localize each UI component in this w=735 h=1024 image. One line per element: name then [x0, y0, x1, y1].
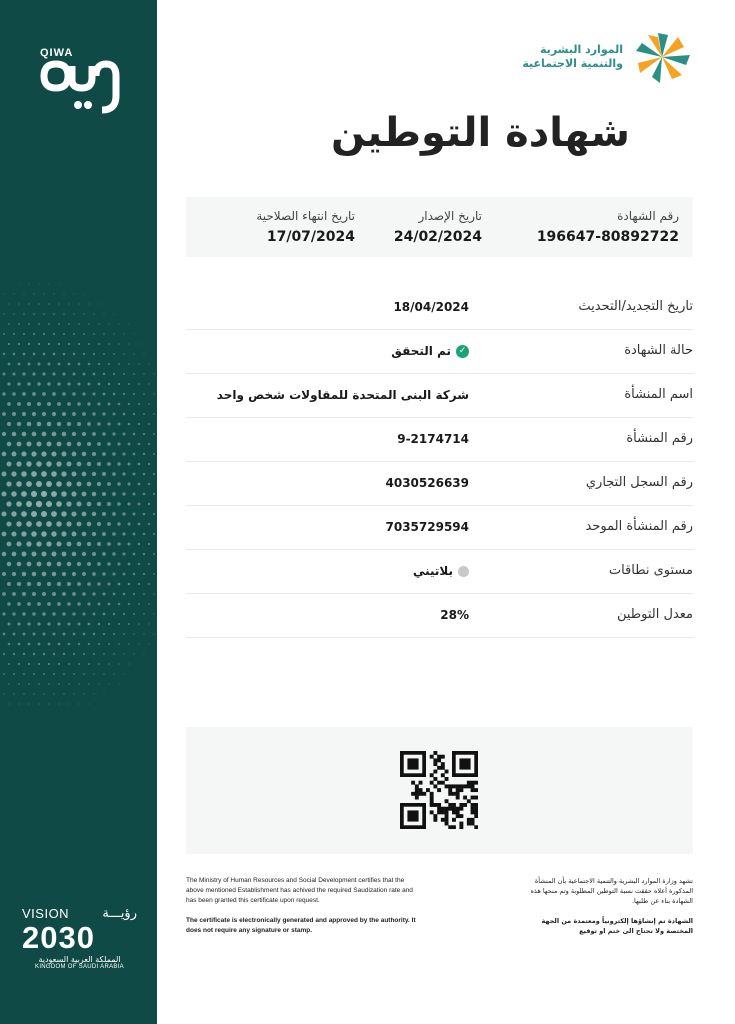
ministry-name-line2: والتنمية الاجتماعية — [522, 57, 623, 70]
footer-arabic-statement: تشهد وزارة الموارد البشرية والتنمية الاجتماعية بأن المنشأة المذكورة أعلاه حققت نسبة التوطين المطلوبة وتم منحها هذه الشهادة بناء عن طلبها. — [530, 877, 693, 905]
detail-row-certificate-status: حالة الشهادة ✓ تم التحقق — [186, 329, 693, 374]
establishment-number-value: 9-2174714 — [397, 432, 469, 446]
qiwa-label: QIWA — [40, 47, 74, 59]
summary-certificate-number: رقم الشهادة 196647-80892722 — [536, 209, 679, 245]
vision-arabic-kingdom: المملكة العربية السعودية — [38, 955, 121, 964]
status-value: تم التحقق — [391, 344, 451, 358]
detail-row-establishment-name: اسم المنشأة شركة البنى المتحدة للمقاولات شخص واحد — [186, 373, 693, 418]
vision-word: VISION — [22, 905, 70, 921]
ministry-logo — [522, 30, 693, 84]
verified-check-icon: ✓ — [456, 345, 469, 358]
qr-code-icon[interactable] — [400, 751, 478, 829]
detail-row-establishment-number: رقم المنشأة 9-2174714 — [186, 417, 693, 462]
detail-row-nitaqat-level: مستوى نطاقات بلاتيني — [186, 549, 693, 594]
qiwa-logo-icon — [38, 58, 120, 118]
renewal-date-value: 18/04/2024 — [393, 300, 469, 314]
ministry-star-icon — [631, 30, 693, 84]
commercial-register-value: 4030526639 — [385, 476, 469, 490]
detail-row-saudization-rate: معدل التوطين 28% — [186, 593, 693, 638]
summary-expiry-date: تاريخ انتهاء الصلاحية 17/07/2024 — [256, 209, 355, 245]
vision-arabic-word: رؤيـــة — [102, 905, 137, 920]
qr-code-panel — [186, 727, 693, 854]
vision-english-kingdom: KINGDOM OF SAUDI ARABIA — [35, 964, 124, 970]
detail-row-unified-number: رقم المنشأة الموحد 7035729594 — [186, 505, 693, 550]
decorative-dot-pattern — [0, 170, 157, 710]
detail-row-renewal-date: تاريخ التجديد/التحديث 18/04/2024 — [186, 285, 693, 330]
page-title: شهادة التوطين — [331, 110, 630, 156]
certificate-summary — [186, 197, 693, 257]
ministry-name-line1: الموارد البشرية — [540, 43, 623, 56]
footer-english — [186, 876, 416, 936]
vision-2030-logo — [22, 905, 137, 970]
unified-number-value: 7035729594 — [385, 520, 469, 534]
footer-arabic — [513, 876, 693, 936]
platinum-dot-icon — [458, 566, 469, 577]
summary-issue-date: تاريخ الإصدار 24/02/2024 — [393, 209, 482, 245]
saudization-rate-value: 28% — [440, 608, 469, 622]
establishment-name-value: شركة البنى المتحدة للمقاولات شخص واحد — [216, 388, 469, 402]
footer-arabic-note: الشهادة تم إنشاؤها إلكترونياً ومعتمدة من الجهة المختصة ولا تحتاج الى ختم او توقيع — [541, 917, 693, 935]
footer-english-statement: The Ministry of Human Resources and Social Development certifies that the above mentioned Establishment has achived the required Saudization rate and has been granted this certificate upon request. — [186, 877, 413, 904]
footer-english-note: The certificate is electronically generated and approved by the authority. It does not require any signature or stamp. — [186, 917, 416, 934]
vision-year: 2030 — [22, 920, 95, 955]
detail-row-commercial-register: رقم السجل التجاري 4030526639 — [186, 461, 693, 506]
sidebar — [0, 0, 157, 1024]
nitaqat-level-value: بلاتيني — [412, 564, 453, 578]
